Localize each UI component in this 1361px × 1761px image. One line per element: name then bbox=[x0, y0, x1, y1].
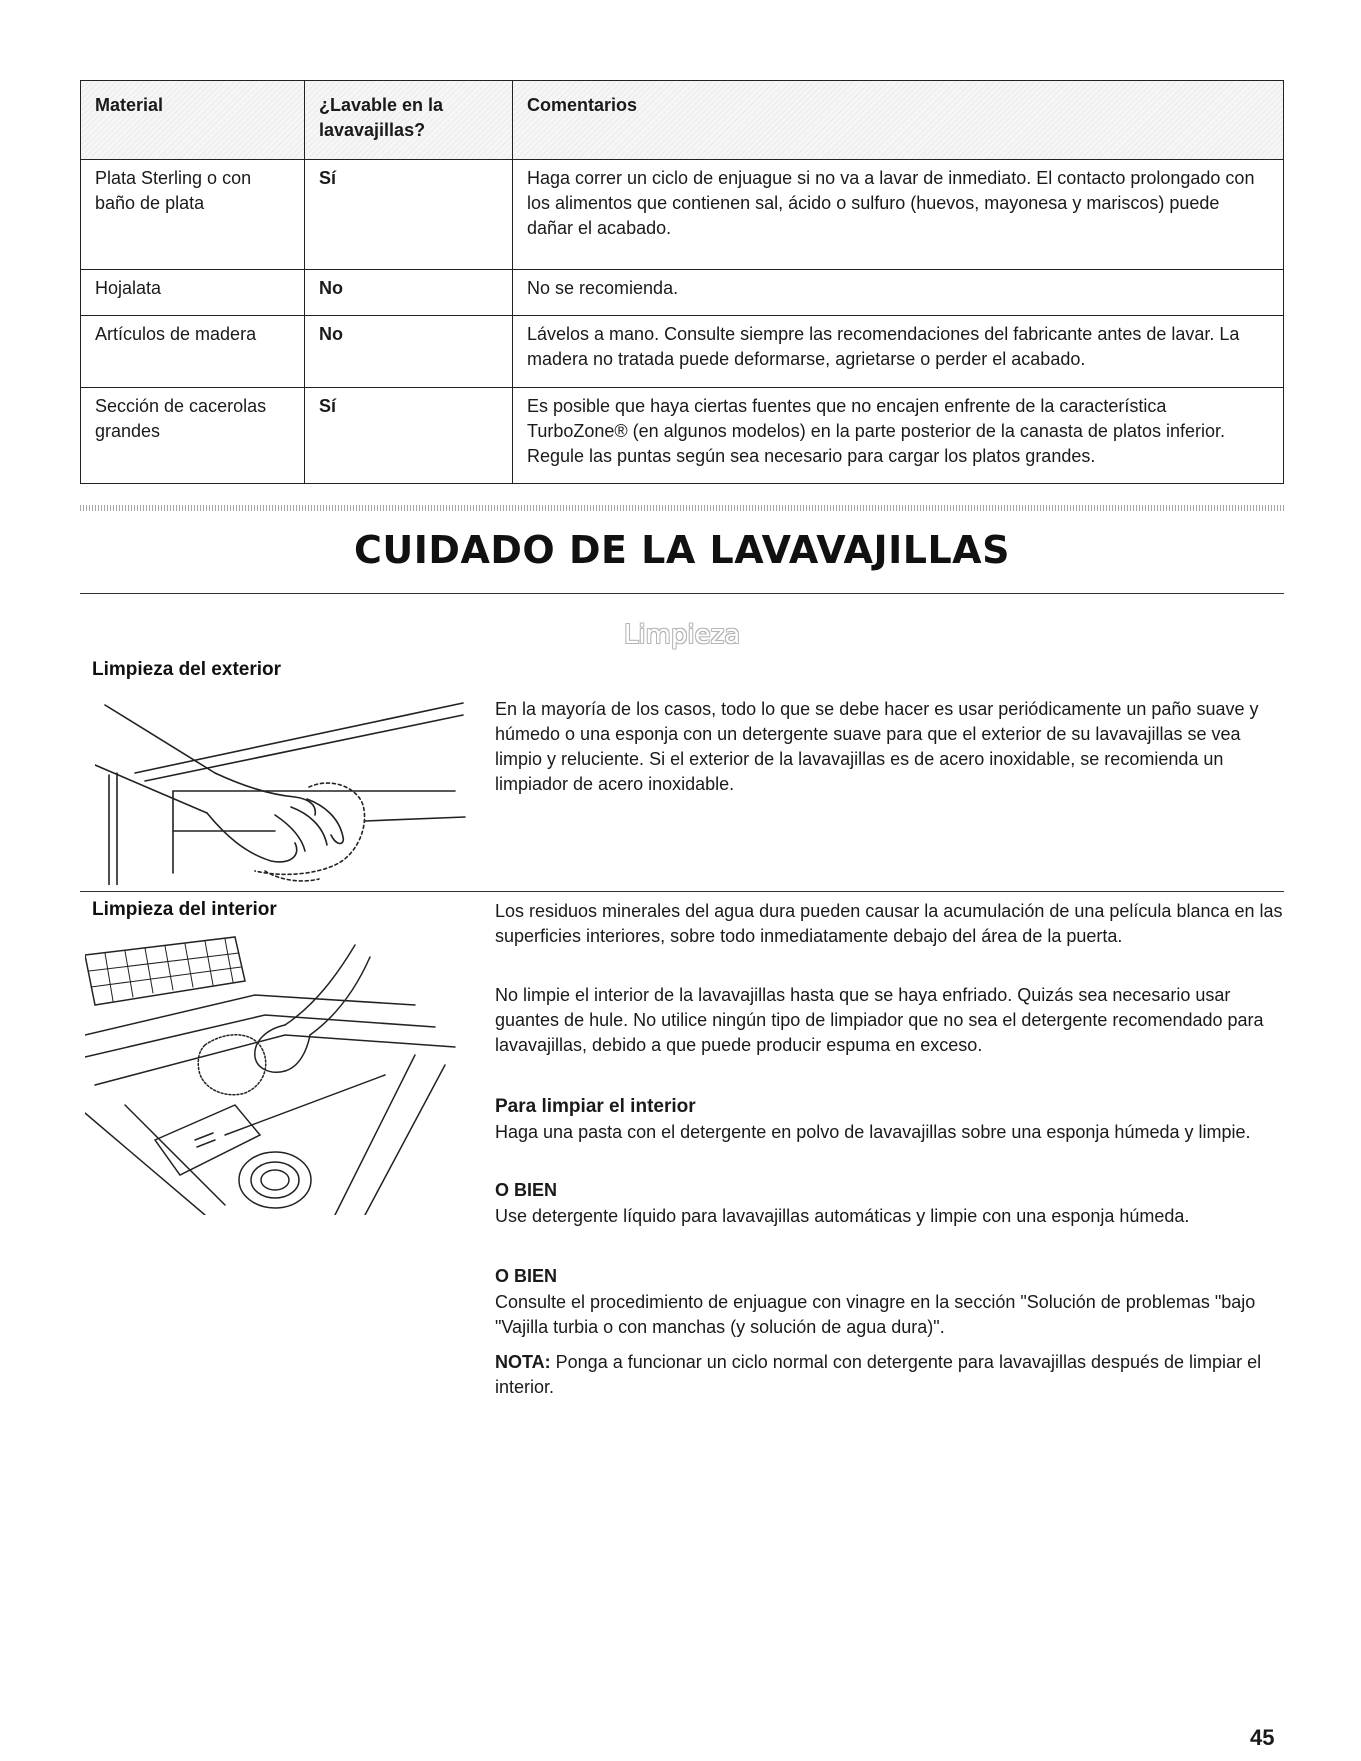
exterior-cleaning-illustration bbox=[95, 695, 475, 885]
cell-comment: Es posible que haya ciertas fuentes que no encajen enfrente de la característica TurboZone® (en algunos modelos) en la parte posterior de la canasta de platos inferior. Regule las puntas según sea necesario para cargar los platos grandes. bbox=[513, 388, 1284, 484]
care-table bbox=[80, 80, 1284, 484]
page-number: 45 bbox=[1250, 1725, 1275, 1750]
cell-material: Hojalata bbox=[81, 270, 305, 316]
cell-comment: No se recomienda. bbox=[513, 270, 1284, 316]
title-underline bbox=[80, 593, 1284, 594]
cell-washable: Sí bbox=[305, 388, 513, 484]
or-label-1: O BIEN bbox=[495, 1180, 558, 1200]
cell-washable: No bbox=[305, 316, 513, 388]
header-material: Material bbox=[81, 81, 305, 160]
table-row bbox=[81, 388, 1284, 484]
interior-paragraph-4: Use detergente líquido para lavavajillas automáticas y limpie con una esponja húmeda. bbox=[495, 1206, 1190, 1226]
header-comments: Comentarios bbox=[513, 81, 1284, 160]
table-row bbox=[81, 160, 1284, 270]
note-label: NOTA: bbox=[495, 1352, 551, 1372]
interior-paragraph-5: Consulte el procedimiento de enjuague con vinagre en la sección "Solución de problemas "bajo "Vajilla turbia o con manchas (y solución de agua dura)". bbox=[495, 1292, 1256, 1337]
section-divider bbox=[80, 891, 1284, 892]
cell-comment: Lávelos a mano. Consulte siempre las recomendaciones del fabricante antes de lavar. La madera no tratada puede deformarse, agrietarse o perder el acabado. bbox=[513, 316, 1284, 388]
interior-subheading: Para limpiar el interior bbox=[495, 1096, 696, 1117]
interior-paragraph-2: No limpie el interior de la lavavajillas hasta que se haya enfriado. Quizás sea necesario usar guantes de hule. No utilice ningún tipo de limpiador que no sea el detergente recomendado para lavavajillas, debido a que puede producir espuma en exceso. bbox=[495, 985, 1264, 1055]
cell-comment: Haga correr un ciclo de enjuague si no va a lavar de inmediato. El contacto prolongado con los alimentos que contienen sal, ácido o sulfuro (huevos, mayonesa y mariscos) puede dañar el acabado. bbox=[513, 160, 1284, 270]
exterior-heading: Limpieza del exterior bbox=[92, 659, 282, 680]
table-header-row bbox=[81, 81, 1284, 160]
note-text: Ponga a funcionar un ciclo normal con detergente para lavavajillas después de limpiar el interior. bbox=[495, 1352, 1262, 1397]
cell-material: Plata Sterling o con baño de plata bbox=[81, 160, 305, 270]
table-row bbox=[81, 270, 1284, 316]
header-washable: ¿Lavable en la lavavajillas? bbox=[305, 81, 513, 160]
or-label-2: O BIEN bbox=[495, 1266, 558, 1286]
interior-paragraph-3: Haga una pasta con el detergente en polvo de lavavajillas sobre una esponja húmeda y limpie. bbox=[495, 1122, 1251, 1142]
cell-washable: Sí bbox=[305, 160, 513, 270]
interior-note bbox=[495, 1350, 1285, 1400]
dotted-divider bbox=[80, 505, 1284, 511]
cell-material: Artículos de madera bbox=[81, 316, 305, 388]
subsection-title: Limpieza bbox=[623, 620, 741, 650]
cell-material: Sección de cacerolas grandes bbox=[81, 388, 305, 484]
exterior-paragraph: En la mayoría de los casos, todo lo que se debe hacer es usar periódicamente un paño suave y húmedo o una esponja con un detergente suave para que el exterior de su lavavajillas se vea limpio y reluciente. Si el exterior de la lavavajillas es de acero inoxidable, se recomienda un limpiador de acero inoxidable. bbox=[495, 699, 1259, 794]
section-title: CUIDADO DE LA LAVAVAJILLAS bbox=[354, 528, 1010, 572]
interior-paragraph-1: Los residuos minerales del agua dura pueden causar la acumulación de una película blanca en las superficies interiores, sobre todo inmediatamente debajo del área de la puerta. bbox=[495, 901, 1283, 946]
cell-washable: No bbox=[305, 270, 513, 316]
interior-heading: Limpieza del interior bbox=[92, 899, 277, 920]
interior-cleaning-illustration bbox=[85, 935, 475, 1215]
table-row bbox=[81, 316, 1284, 388]
